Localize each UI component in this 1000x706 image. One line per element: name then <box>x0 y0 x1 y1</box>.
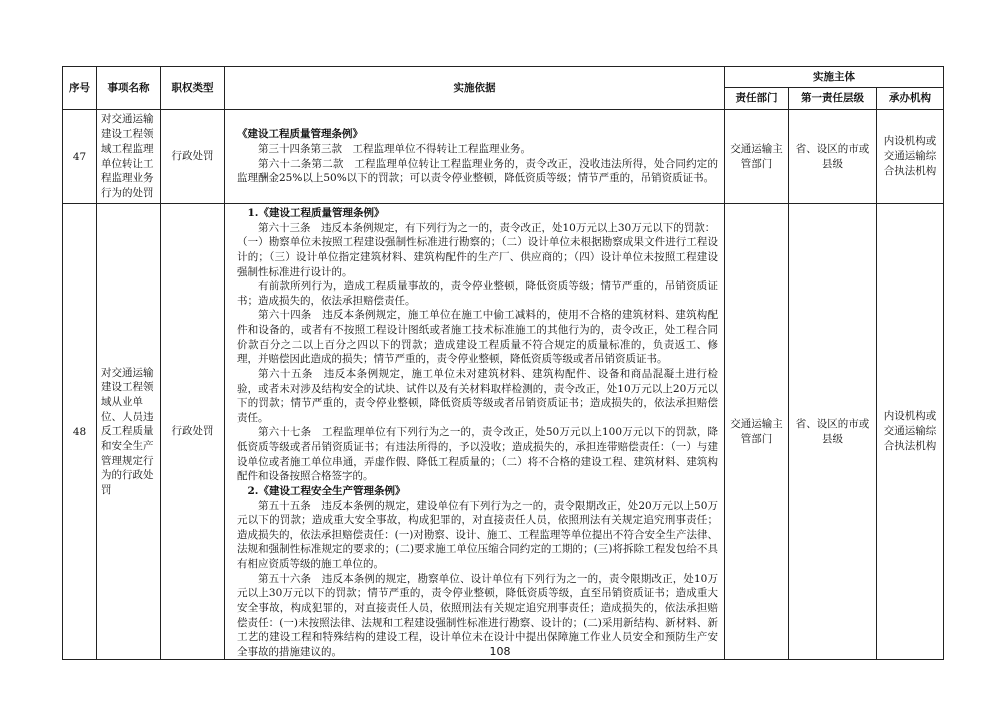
header-seq: 序号 <box>63 67 97 110</box>
basis-paragraph: 第五十五条 违反本条例的规定，建设单位有下列行为之一的，责令限期改正，处20万元以上50万元以下的罚款；造成重大安全事故，构成犯罪的，对直接责任人员，依照刑法有关规定追究刑事责任；造成损失的，依法承担赔偿责任：(一)对勘察、设计、施工、工程监理等单位提出不符合安全生产法律、法规和强制性标准规定的要求的；(二)要求施工单位压缩合同约定的工期的；(三)将拆除工程发包给不具有相应资质等级的施工单位的。 <box>237 499 718 570</box>
row-item-name: 对交通运输建设工程领域工程监理单位转让工程监理业务行为的处罚 <box>97 110 161 204</box>
basis-paragraph: 第六十三条 违反本条例规定，有下列行为之一的，责令改正，处10万元以上30万元以下的罚款： <box>258 221 716 234</box>
row-handling-org: 内设机构或交通运输综合执法机构 <box>877 110 944 204</box>
row-handling-org: 内设机构或交通运输综合执法机构 <box>877 204 944 660</box>
row-power-type: 行政处罚 <box>161 204 225 660</box>
row-first-level: 省、设区的市或县级 <box>789 110 877 204</box>
row-resp-dept: 交通运输主管部门 <box>725 110 789 204</box>
header-power-type: 职权类型 <box>161 67 225 110</box>
row-seq: 48 <box>63 204 97 660</box>
row-power-type: 行政处罚 <box>161 110 225 204</box>
row-resp-dept: 交通运输主管部门 <box>725 204 789 660</box>
basis-law-title: 2.《建设工程安全生产管理条例》 <box>247 484 406 497</box>
basis-paragraph: 有前款所列行为，造成工程质量事故的，责令停业整顿，降低资质等级；情节严重的，吊销资质证书；造成损失的，依法承担赔偿责任。 <box>237 280 718 307</box>
header-resp-dept: 责任部门 <box>725 88 789 110</box>
page-number: 108 <box>489 645 511 658</box>
header-first-level: 第一责任层级 <box>789 88 877 110</box>
header-handling-org: 承办机构 <box>877 88 944 110</box>
basis-law-title: 1.《建设工程质量管理条例》 <box>247 207 385 219</box>
row-basis <box>225 204 725 660</box>
header-basis: 实施依据 <box>225 67 725 110</box>
row-first-level: 省、设区的市或县级 <box>789 204 877 660</box>
row-seq: 47 <box>63 110 97 204</box>
row-item-name: 对交通运输建设工程领域从业单位、人员违反工程质量和安全生产管理规定行为的行政处罚 <box>97 204 161 660</box>
header-subject: 实施主体 <box>725 67 944 88</box>
table-row <box>63 110 944 204</box>
basis-paragraph: 第三十四条第三款 工程监理单位不得转让工程监理业务。 <box>258 142 531 155</box>
basis-paragraph: 第六十五条 违反本条例规定，施工单位未对建筑材料、建筑构配件、设备和商品混凝土进行检验，或者未对涉及结构安全的试块、试件以及有关材料取样检测的，责令改正，处10万元以上20万元以下的罚款；情节严重的，责令停业整顿，降低资质等级或者吊销资质证书；造成损失的，依法承担赔偿责任。 <box>237 367 718 424</box>
basis-paragraph: 第六十四条 违反本条例规定，施工单位在施工中偷工减料的，使用不合格的建筑材料、建筑构配件和设备的，或者有不按照工程设计图纸或者施工技术标准施工的其他行为的，责令改正，处工程合同价款百分之二以上百分之四以下的罚款；造成建设工程质量不符合规定的质量标准的，负责返工、修理，并赔偿因此造成的损失；情节严重的，责令停业整顿，降低资质等级或者吊销资质证书。 <box>237 309 718 366</box>
basis-paragraph: （一）勘察单位未按照工程建设强制性标准进行勘察的；（二）设计单位未根据勘察成果文件进行工程设计的；（三）设计单位指定建筑材料、建筑构配件的生产厂、供应商的；（四）设计单位未按照工程建设强制性标准进行设计的。 <box>237 236 718 278</box>
enforcement-table <box>62 66 944 660</box>
row-basis <box>225 110 725 204</box>
basis-paragraph: 第六十二条第二款 工程监理单位转让工程监理业务的，责令改正，没收违法所得，处合同约定的监理酬金25%以上50%以下的罚款；可以责令停业整顿，降低资质等级；情节严重的，吊销资质证书。 <box>237 157 718 185</box>
basis-law-title: 《建设工程质量管理条例》 <box>237 128 363 141</box>
basis-paragraph: 第六十七条 工程监理单位有下列行为之一的，责令改正，处50万元以上100万元以下的罚款，降低资质等级或者吊销资质证书；有违法所得的，予以没收；造成损失的，承担连带赔偿责任：（一）与建设单位或者施工单位串通，弄虚作假、降低工程质量的；（二）将不合格的建设工程、建筑材料、建筑构配件和设备按照合格签字的。 <box>237 426 718 483</box>
table-row <box>63 204 944 660</box>
basis-paragraph: 第五十六条 违反本条例的规定，勘察单位、设计单位有下列行为之一的，责令限期改正，处10万元以上30万元以下的罚款；情节严重的，责令停业整顿，降低资质等级，直至吊销资质证书；造成重大安全事故，构成犯罪的，对直接责任人员，依照刑法有关规定追究刑事责任；造成损失的，依法承担赔偿责任：(一)未按照法律、法规和工程建设强制性标准进行勘察、设计的；(二)采用新结构、新材料、新工艺的建设工程和特殊结构的建设工程，设计单位未在设计中提出保障施工作业人员安全和预防生产安全事故的措施建议的。 <box>237 572 718 658</box>
header-item-name: 事项名称 <box>97 67 161 110</box>
